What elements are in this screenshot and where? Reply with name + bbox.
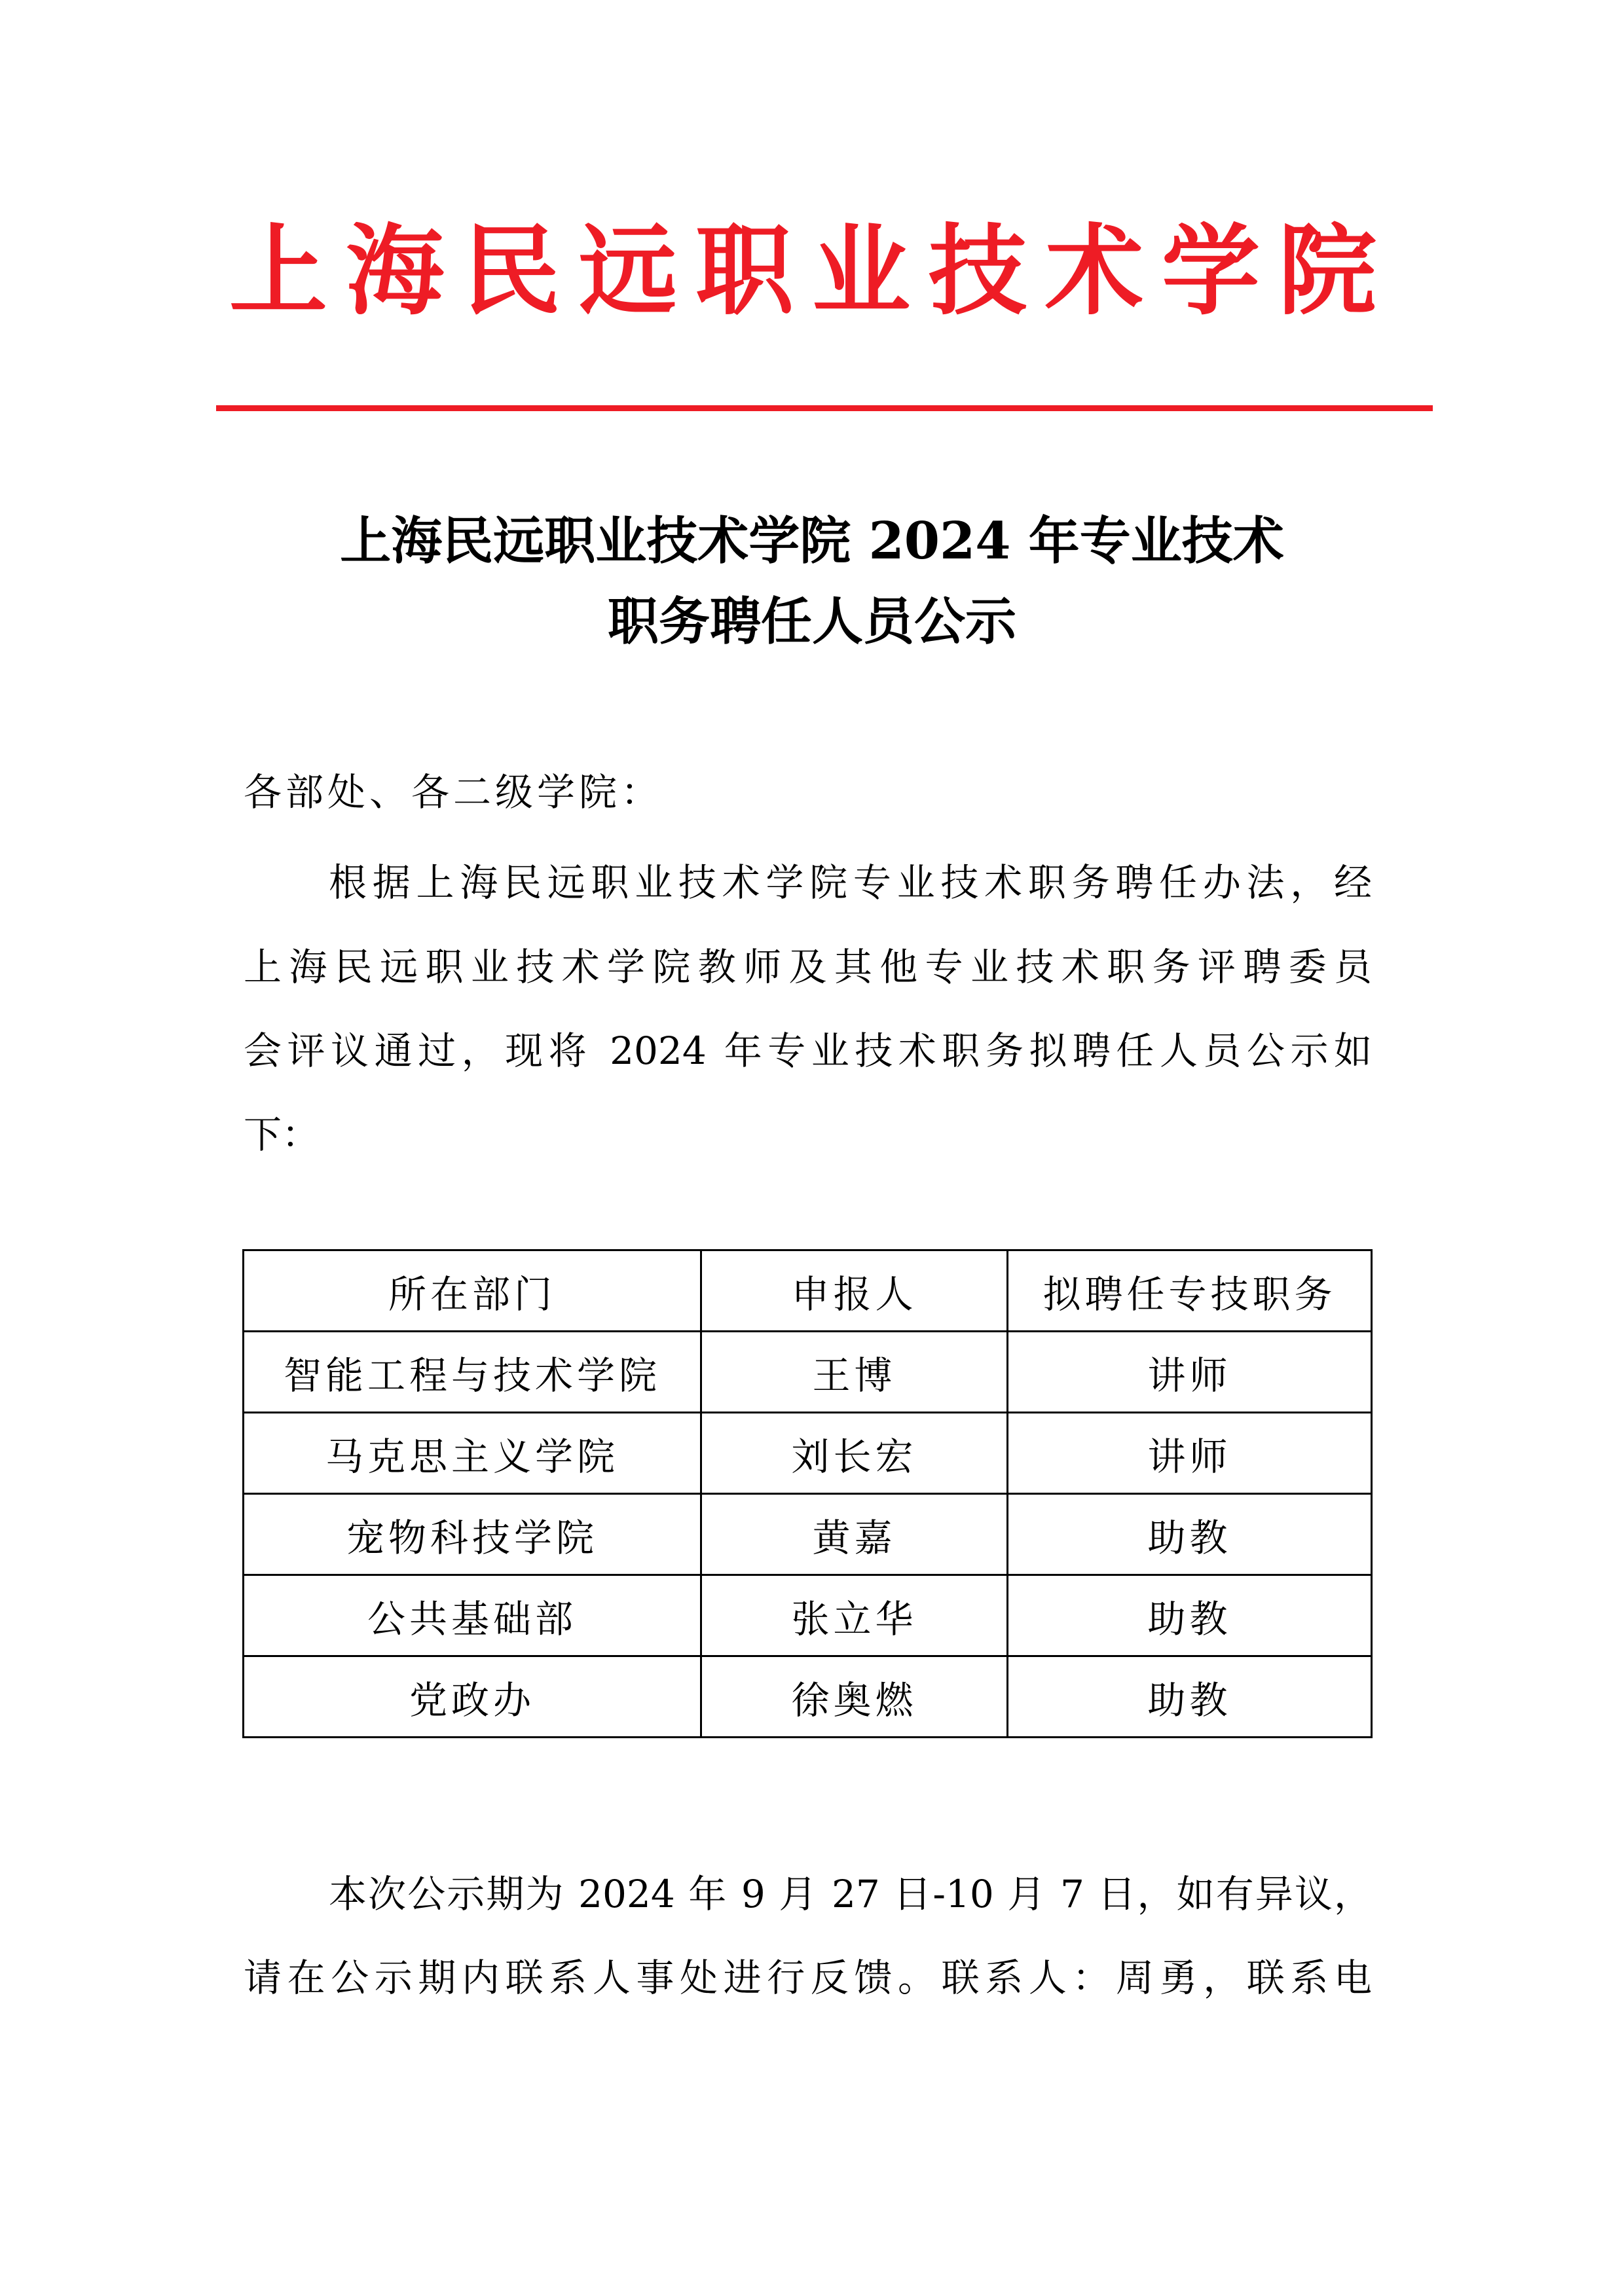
cell-position: 助教 [1008, 1494, 1372, 1575]
table-header-row [244, 1250, 1372, 1332]
header-red-rule [216, 405, 1433, 411]
cell-department: 马克思主义学院 [244, 1413, 701, 1494]
closing-paragraph-line: 本次公示期为 2024 年 9 月 27 日-10 月 7 日，如有异议， [329, 1872, 1372, 1916]
table-row [244, 1494, 1372, 1575]
table-row [244, 1332, 1372, 1413]
cell-applicant: 徐奥燃 [701, 1656, 1008, 1738]
header-department: 所在部门 [244, 1250, 701, 1332]
cell-position: 助教 [1008, 1575, 1372, 1656]
closing-paragraph-line: 请在公示期内联系人事处进行反馈。联系人：周勇，联系电 [244, 1956, 1372, 2000]
body-paragraph-line: 下： [244, 1112, 320, 1157]
table-row [244, 1656, 1372, 1738]
cell-department: 党政办 [244, 1656, 701, 1738]
cell-department: 公共基础部 [244, 1575, 701, 1656]
document-title-line-2: 职务聘任人员公示 [607, 592, 1016, 651]
cell-applicant: 刘长宏 [701, 1413, 1008, 1494]
table-row [244, 1575, 1372, 1656]
cell-position: 讲师 [1008, 1332, 1372, 1413]
cell-applicant: 张立华 [701, 1575, 1008, 1656]
body-paragraph-line: 上海民远职业技术学院教师及其他专业技术职务评聘委员 [244, 945, 1372, 989]
document-title-line-1: 上海民远职业技术学院 2024 年专业技术 [340, 511, 1284, 571]
body-paragraph-line: 会评议通过，现将 2024 年专业技术职务拟聘任人员公示如 [244, 1029, 1372, 1073]
cell-department: 智能工程与技术学院 [244, 1332, 701, 1413]
cell-applicant: 黄嘉 [701, 1494, 1008, 1575]
body-paragraph-line: 根据上海民远职业技术学院专业技术职务聘任办法，经 [329, 860, 1372, 905]
cell-department: 宠物科技学院 [244, 1494, 701, 1575]
header-applicant: 申报人 [701, 1250, 1008, 1332]
cell-applicant: 王博 [701, 1332, 1008, 1413]
appointment-table [242, 1249, 1373, 1738]
table-row [244, 1413, 1372, 1494]
header-position: 拟聘任专技职务 [1008, 1250, 1372, 1332]
cell-position: 讲师 [1008, 1413, 1372, 1494]
cell-position: 助教 [1008, 1656, 1372, 1738]
institution-header: 上海民远职业技术学院 [229, 215, 1395, 329]
addressee: 各部处、各二级学院： [244, 770, 663, 814]
